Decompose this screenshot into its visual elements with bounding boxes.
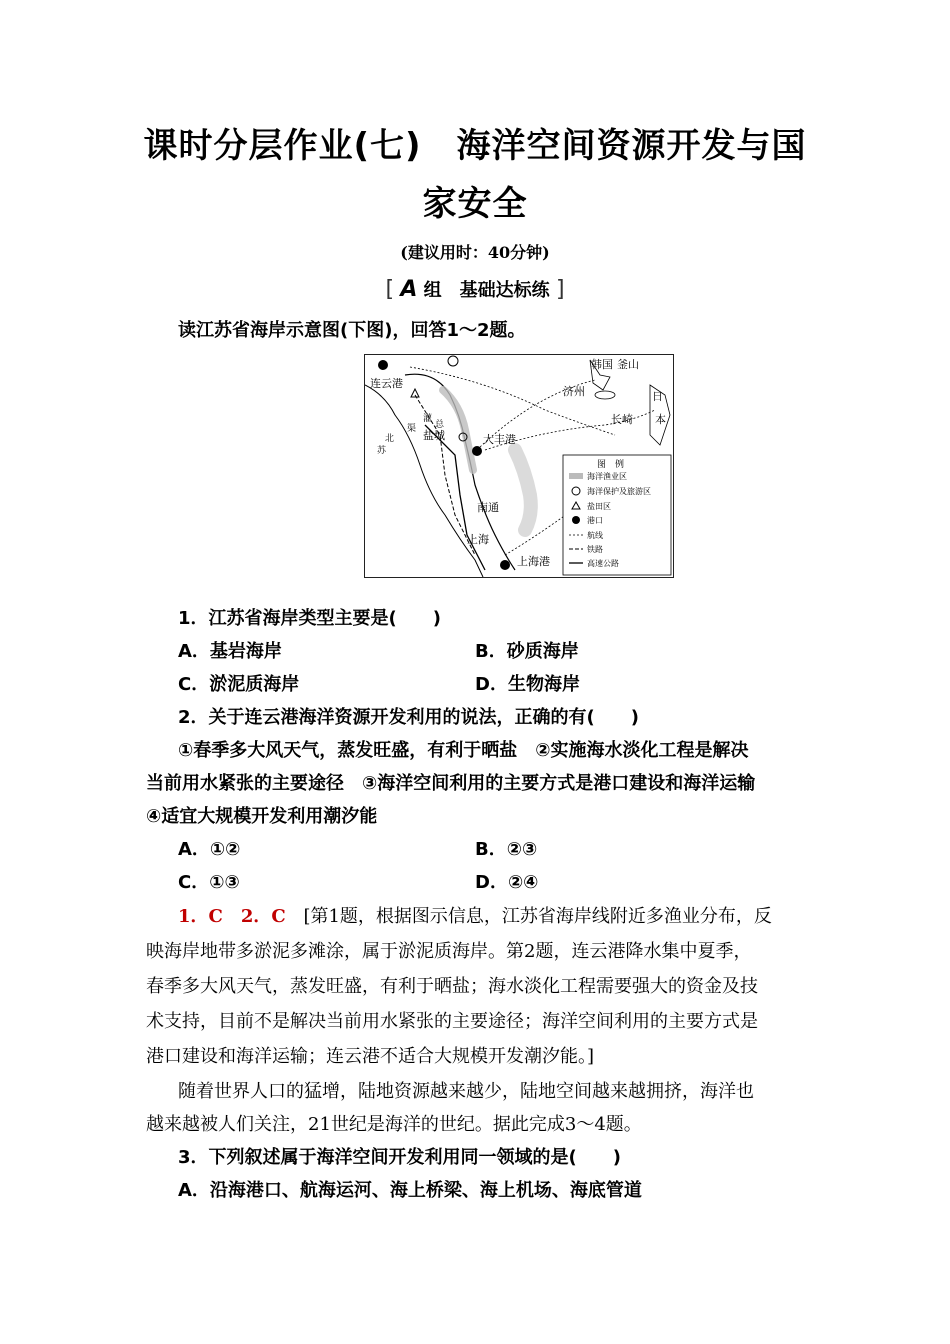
question-2-option-d: D．②④: [475, 872, 539, 893]
intro-question-1-2: 读江苏省海岸示意图(下图)，回答1～2题。: [178, 320, 526, 341]
question-1-stem: 1．江苏省海岸类型主要是( ): [178, 608, 441, 629]
fishery-zone-south: [515, 450, 531, 530]
map-label-zong: 总: [435, 420, 445, 430]
question-2-option-c: C．①③: [178, 872, 240, 893]
legend-fishery-swatch: [569, 473, 583, 479]
map-label-shanghai: 上海: [467, 533, 489, 546]
map-label-korea: 韩国: [591, 358, 613, 371]
group-bracket-right: ]: [555, 277, 565, 302]
lianyungang-port-icon: [378, 360, 388, 370]
map-label-dafeng: 大丰港: [483, 433, 516, 446]
answer-line5: 港口建设和海洋运输；连云港不适合大规模开发潮汐能。]: [146, 1046, 595, 1067]
map-label-japan-ben: 本: [655, 413, 666, 426]
legend-port-icon: [572, 516, 580, 524]
intro-question-3-4-line2: 越来越被人们关注，21世纪是海洋的世纪。据此完成3～4题。: [146, 1114, 642, 1135]
question-1-option-a: A．基岩海岸: [178, 641, 282, 662]
question-2-option-b: B．②③: [475, 839, 538, 860]
map-label-yancheng: 盐城: [423, 429, 445, 442]
legend-item-railway: 铁路: [587, 545, 603, 554]
group-bracket-left: [: [385, 277, 395, 302]
map-label-su: 苏: [377, 446, 387, 456]
map-label-bei: 北: [385, 434, 395, 444]
map-label-busan: 釜山: [617, 358, 639, 371]
question-2-statement-line3: ④适宜大规模开发利用潮汐能: [146, 806, 378, 827]
answer-line1: [178, 900, 772, 933]
question-3-option-a: A．沿海港口、航海运河、海上桥梁、海上机场、海底管道: [178, 1180, 642, 1201]
map-label-guan: 灌: [423, 414, 433, 424]
answer-line4: 术支持，目前不是解决当前用水紧张的主要途径；海洋空间利用的主要方式是: [146, 1011, 758, 1032]
map-label-lianyungang: 连云港: [370, 377, 403, 390]
group-label: 组 基础达标练: [423, 280, 550, 301]
map-label-nantong: 南通: [477, 501, 499, 514]
legend-item-route: 航线: [587, 531, 603, 540]
time-hint: (建议用时：40分钟): [400, 243, 550, 262]
coastline: [405, 374, 515, 570]
question-2-statement-line1: ①春季多大风天气，蒸发旺盛，有利于晒盐 ②实施海水淡化工程是解决: [178, 740, 749, 761]
legend-item-protection: 海洋保护及旅游区: [587, 487, 651, 496]
intro-question-3-4-line1: 随着世界人口的猛增，陆地资源越来越少，陆地空间越来越拥挤，海洋也: [178, 1081, 754, 1102]
question-1-option-c: C．淤泥质海岸: [178, 674, 300, 695]
legend-item-port: 港口: [587, 516, 603, 525]
dafeng-port-icon: [472, 446, 482, 456]
question-2-option-a: A．①②: [178, 839, 241, 860]
answer-line3: 春季多大风天气，蒸发旺盛，有利于晒盐；海水淡化工程需要强大的资金及技: [146, 976, 758, 997]
legend-item-salt: 盐田区: [587, 502, 611, 511]
shanghai-port-icon: [500, 560, 510, 570]
jeju-island: [595, 391, 615, 399]
legend-title: 图 例: [597, 460, 625, 470]
answer-key: 1．C 2．C: [178, 906, 286, 927]
question-1-option-b: B．砂质海岸: [475, 641, 579, 662]
legend-item-highway: 高速公路: [587, 559, 619, 568]
question-2-statement-line2: 当前用水紧张的主要途径 ③海洋空间利用的主要方式是港口建设和海洋运输: [146, 773, 756, 794]
page-title-line1: 课时分层作业(七) 海洋空间资源开发与国: [143, 126, 807, 166]
map-label-jeju: 济州: [563, 385, 585, 398]
map-label-qu: 渠: [407, 424, 417, 434]
map-label-shanghai-port: 上海港: [517, 555, 550, 568]
question-2-stem: 2．关于连云港海洋资源开发利用的说法，正确的有( ): [178, 707, 639, 728]
fishery-zone-north: [443, 390, 473, 470]
protection-zone-icon-north: [448, 356, 458, 366]
question-3-stem: 3．下列叙述属于海洋空间开发利用同一领域的是( ): [178, 1147, 621, 1168]
page-title-line2: 家安全: [422, 184, 528, 224]
group-letter: A: [400, 277, 418, 302]
map-label-nagasaki: 长崎: [611, 413, 633, 426]
legend-item-fishery: 海洋渔业区: [587, 472, 627, 481]
map-figure: [365, 355, 673, 577]
answer-explanation-start: [第1题，根据图示信息，江苏省海岸线附近多渔业分布，反: [303, 906, 772, 927]
question-1-option-d: D．生物海岸: [475, 674, 580, 695]
group-heading: [0, 276, 950, 302]
answer-line2: 映海岸地带多淤泥多滩涂，属于淤泥质海岸。第2题，连云港降水集中夏季，: [146, 941, 752, 962]
jiangsu-coast-map: [364, 354, 674, 578]
map-label-japan-ri: 日: [652, 390, 663, 403]
